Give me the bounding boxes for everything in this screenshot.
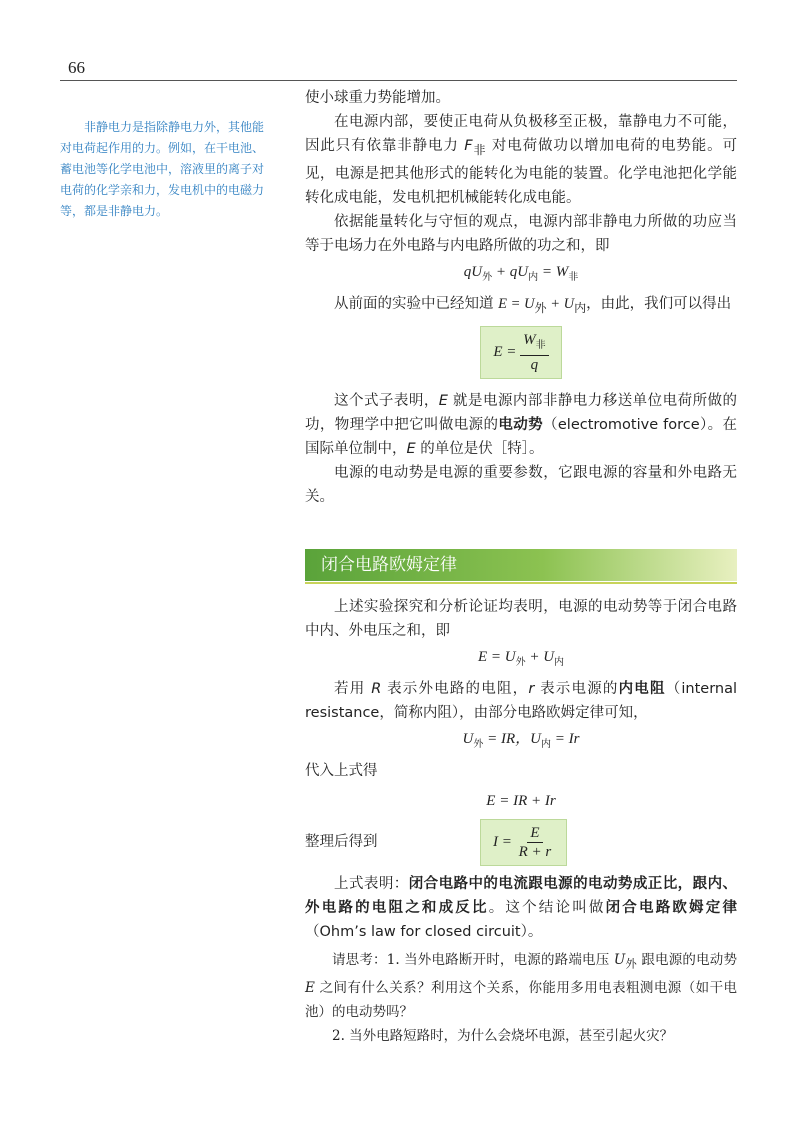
question-1 (305, 948, 737, 1025)
numerator: E (527, 824, 542, 843)
section-heading: 闭合电路欧姆定律 (305, 549, 737, 581)
text: ，由此，我们可以得出 (586, 295, 732, 312)
text: 之间有什么关系？利用这个关系，你能用多用电表粗测电源（如干电池）的电动势吗？ (305, 980, 737, 1021)
term: = Ir (551, 730, 580, 747)
text: （internal resistance，简称内阻），由部分电路欧姆定律可知， (305, 680, 738, 721)
text: 从前面的实验中已经知道 (334, 295, 499, 312)
formula-row (305, 819, 737, 866)
symbol: E = U (498, 295, 535, 312)
text: 若用 (334, 680, 372, 697)
symbol: U (613, 951, 626, 968)
question-2: 2. 当外电路短路时，为什么会烧坏电源，甚至引起火灾？ (332, 1028, 674, 1045)
term: + qU (492, 263, 529, 280)
paragraph: 依据能量转化与守恒的观点，电源内部非静电力所做的功应当等于电场力在外电路与内电路所做的功之和，即 (305, 213, 737, 254)
symbol: E (305, 980, 315, 997)
subscript: 外 (625, 957, 637, 971)
symbol: r (528, 680, 535, 697)
term: = W (538, 263, 569, 280)
formula-substituted: E = IR + Ir (486, 792, 556, 809)
term-bold: 闭合电路中的电流跟电源的电动势成正比，跟内、外电路的电阻之和成反比 (305, 875, 738, 916)
paragraph (305, 110, 737, 210)
symbol: F (464, 138, 473, 154)
text: （Ohm’s law for closed circuit）。 (305, 923, 543, 940)
formula-ohm (305, 727, 737, 757)
term: E = U (477, 648, 516, 665)
paragraph: 电源的电动势是电源的重要参数，它跟电源的容量和外电路无关。 (305, 464, 737, 505)
formula-lhs: I = (493, 833, 512, 850)
subscript: 外 (534, 300, 547, 315)
symbol: + U (546, 295, 575, 312)
subscript: 内 (554, 656, 565, 668)
subscript: 内 (574, 300, 587, 315)
formula-energy (305, 260, 737, 290)
subscript: 内 (528, 271, 539, 283)
text: 就是电源内部非静电力移送单位电荷所做的功，物理学中把它叫做电源的 (305, 392, 738, 433)
text: 请思考：1. 当外电路断开时，电源的路端电压 (332, 951, 614, 968)
text: 对电荷做功以增加电荷的电势能。可见，电源是把其他形式的能转化为电能的装置。化学电池把化学能转化成电能，发电机把机械能转化成电能。 (305, 138, 738, 206)
fraction (516, 824, 555, 861)
text: 在电源内部，要使正电荷从负极移至正极，靠静电力不可能，因此只有依靠非静电力 (305, 114, 737, 154)
term-bold: 闭合电路欧姆定律 (605, 899, 738, 916)
subscript: 外 (473, 738, 484, 750)
formula-emf-definition (305, 326, 737, 379)
term-bold: 电动势 (498, 416, 543, 433)
text: 整理后得到 (305, 834, 378, 851)
formula-box (480, 819, 567, 866)
paragraph: 上述实验探究和分析论证均表明，电源的电动势等于闭合电路中内、外电压之和，即 (305, 598, 737, 639)
paragraph: 代入上式得 (305, 762, 378, 779)
symbol: R (371, 680, 382, 697)
formula-lhs: E = (493, 343, 517, 360)
formula-closed-circuit (480, 819, 567, 866)
page-number: 66 (68, 58, 85, 77)
text: 。这个结论叫做 (488, 899, 606, 916)
text: 的单位是伏［特］。 (415, 440, 544, 457)
text: 这个式子表明， (334, 392, 439, 409)
paragraph: 使小球重力势能增加。 (305, 90, 450, 106)
side-note: 非静电力是指除静电力外，其他能对电荷起作用的力。例如，在干电池、蓄电池等化学电池中，溶液里的离子对电荷的化学亲和力，发电机中的电磁力等，都是非静电力。 (60, 120, 265, 218)
subscript: 外 (482, 271, 493, 283)
subscript: 非 (472, 142, 487, 157)
formula-voltage-sum (305, 645, 737, 675)
paragraph (305, 292, 737, 320)
denominator: R + r (518, 843, 552, 860)
term: = IR，U (483, 730, 541, 747)
text: 跟电源的电动势 (636, 951, 737, 968)
numerator (520, 331, 549, 356)
formula-box (480, 326, 561, 379)
text: （electromotive force）。在国际单位制中， (305, 416, 737, 457)
text: 表示外电路的电阻， (381, 680, 529, 697)
symbol: E (438, 392, 448, 409)
subscript: 非 (568, 271, 579, 283)
term: U (462, 730, 474, 747)
symbol: E (406, 440, 416, 457)
term: qU (463, 263, 483, 280)
header-rule (60, 80, 737, 81)
text: 上式表明： (334, 875, 409, 892)
subscript: 外 (515, 656, 526, 668)
paragraph (305, 872, 737, 944)
subscript: 内 (541, 738, 551, 750)
paragraph (305, 389, 737, 461)
term: + U (525, 648, 555, 665)
text: 表示电源的 (534, 680, 619, 697)
paragraph (305, 677, 737, 725)
fraction (520, 331, 549, 374)
denominator: q (530, 356, 539, 373)
subscript: 非 (535, 339, 546, 351)
main-text (305, 86, 737, 1048)
term-bold: 内电阻 (618, 680, 666, 697)
term: W (523, 331, 536, 348)
